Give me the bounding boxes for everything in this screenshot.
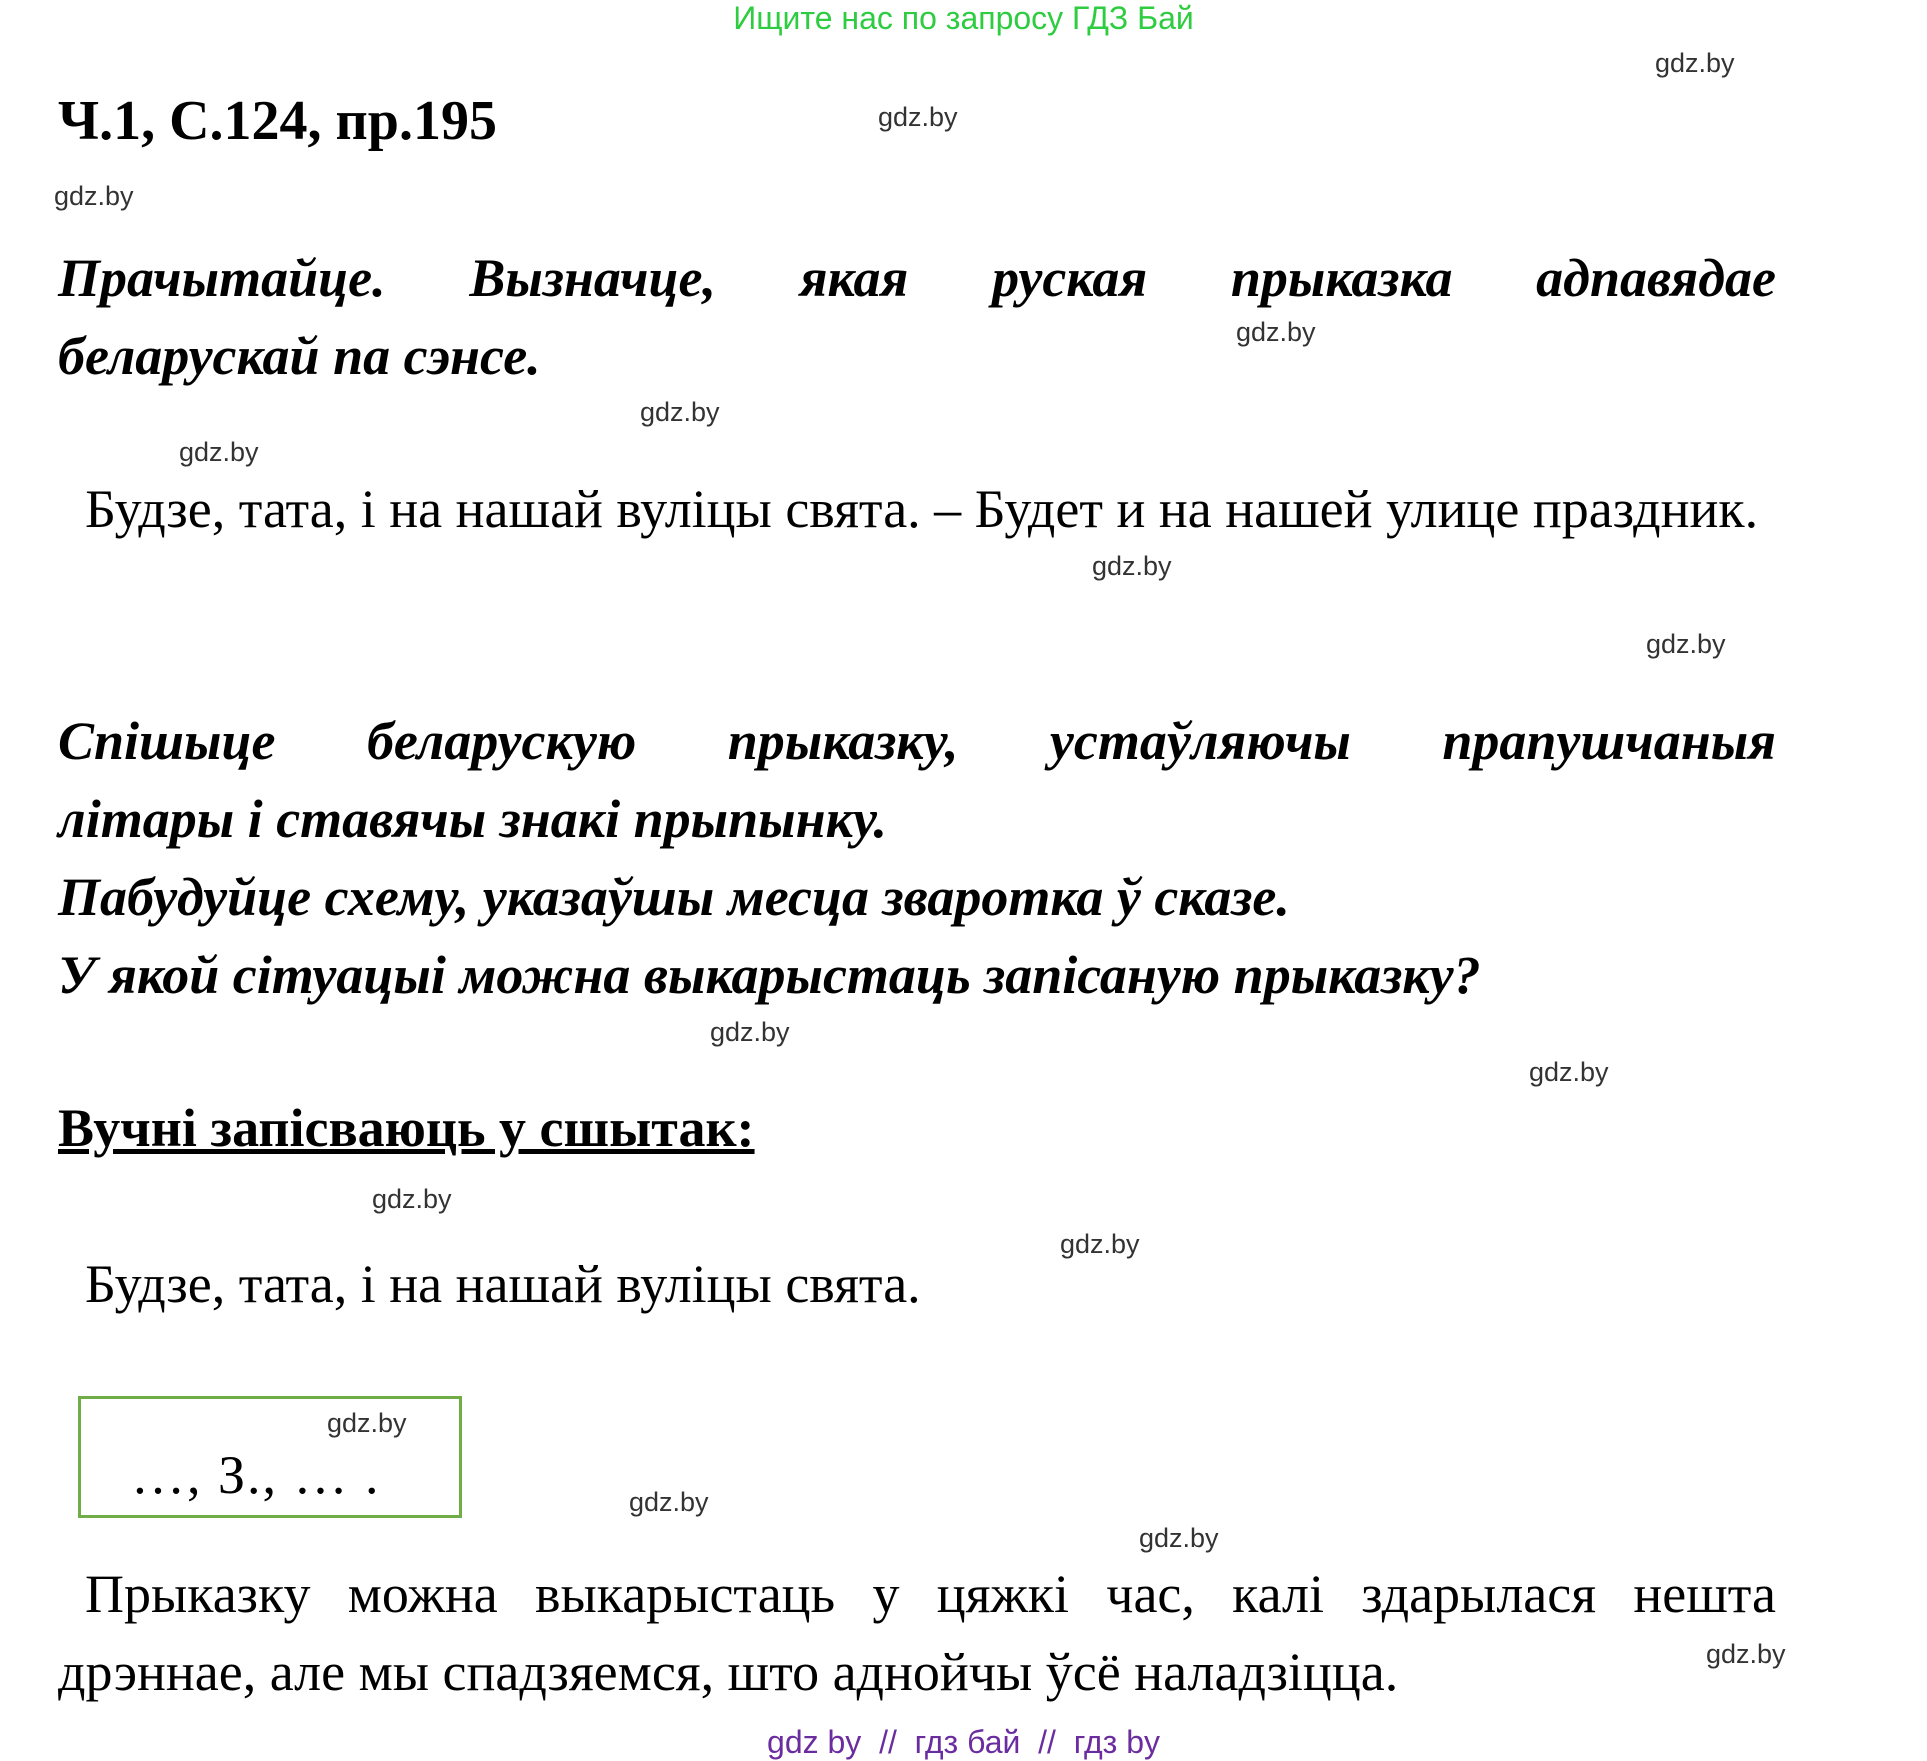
watermark: gdz.by (1060, 1229, 1140, 1259)
watermark: gdz.by (372, 1184, 452, 1214)
task-2-line-4: У якой сітуацыі можна выкарыстаць запісаную прыказку? (58, 945, 1481, 1005)
watermark: gdz.by (878, 102, 958, 132)
task-2-line-3: Пабудуйце схему, указаўшы месца зваротка ў сказе. (58, 867, 1290, 927)
watermark: gdz.by (1529, 1057, 1609, 1087)
watermark: gdz.by (629, 1487, 709, 1517)
watermark: gdz.by (1655, 48, 1735, 78)
answer-text: Прыказку можна выкарыстаць у цяжкі час, калі здарылася нешта дрэннае, але мы спадзяемся, што аднойчы ўсё наладзіцца. (58, 1564, 1776, 1702)
watermark: gdz.by (1092, 551, 1172, 581)
notebook-heading: Вучні запісваюць у сшытак: (58, 1098, 755, 1158)
task-2-instructions (58, 702, 1776, 1014)
watermark: gdz.by (179, 437, 259, 467)
task-1-instructions (58, 239, 1776, 395)
watermark: gdz.by (640, 397, 720, 427)
task-2-line-1: Спішыце беларускую прыказку, устаўляючы прапушчаныя (58, 711, 1776, 771)
sentence-scheme: …, З., … . (131, 1445, 381, 1505)
watermark: gdz.by (54, 181, 134, 211)
watermark: gdz.by (327, 1408, 407, 1438)
watermark: gdz.by (710, 1017, 790, 1047)
watermark: gdz.by (1706, 1639, 1786, 1669)
promo-banner: Ищите нас по запросу ГДЗ Бай (733, 0, 1194, 36)
task-2-line-2: літары і ставячы знакі прыпынку. (58, 789, 888, 849)
proverb-translation: Будзе, тата, і на нашай вуліцы свята. – Будет и на нашей улице праздник. (85, 479, 1759, 539)
written-proverb: Будзе, тата, і на нашай вуліцы свята. (85, 1254, 921, 1314)
watermark: gdz.by (1139, 1523, 1219, 1553)
watermark: gdz.by (1236, 317, 1316, 347)
task-1-line-2: беларускай па сэнсе. (58, 326, 541, 386)
task-1-line-1: Прачытайце. Вызначце, якая руская прыказка адпавядае (58, 248, 1776, 308)
footer-links: gdz by // гдз бай // гдз by (767, 1724, 1160, 1760)
page-title: Ч.1, С.124, пр.195 (58, 90, 497, 152)
watermark: gdz.by (1646, 629, 1726, 659)
